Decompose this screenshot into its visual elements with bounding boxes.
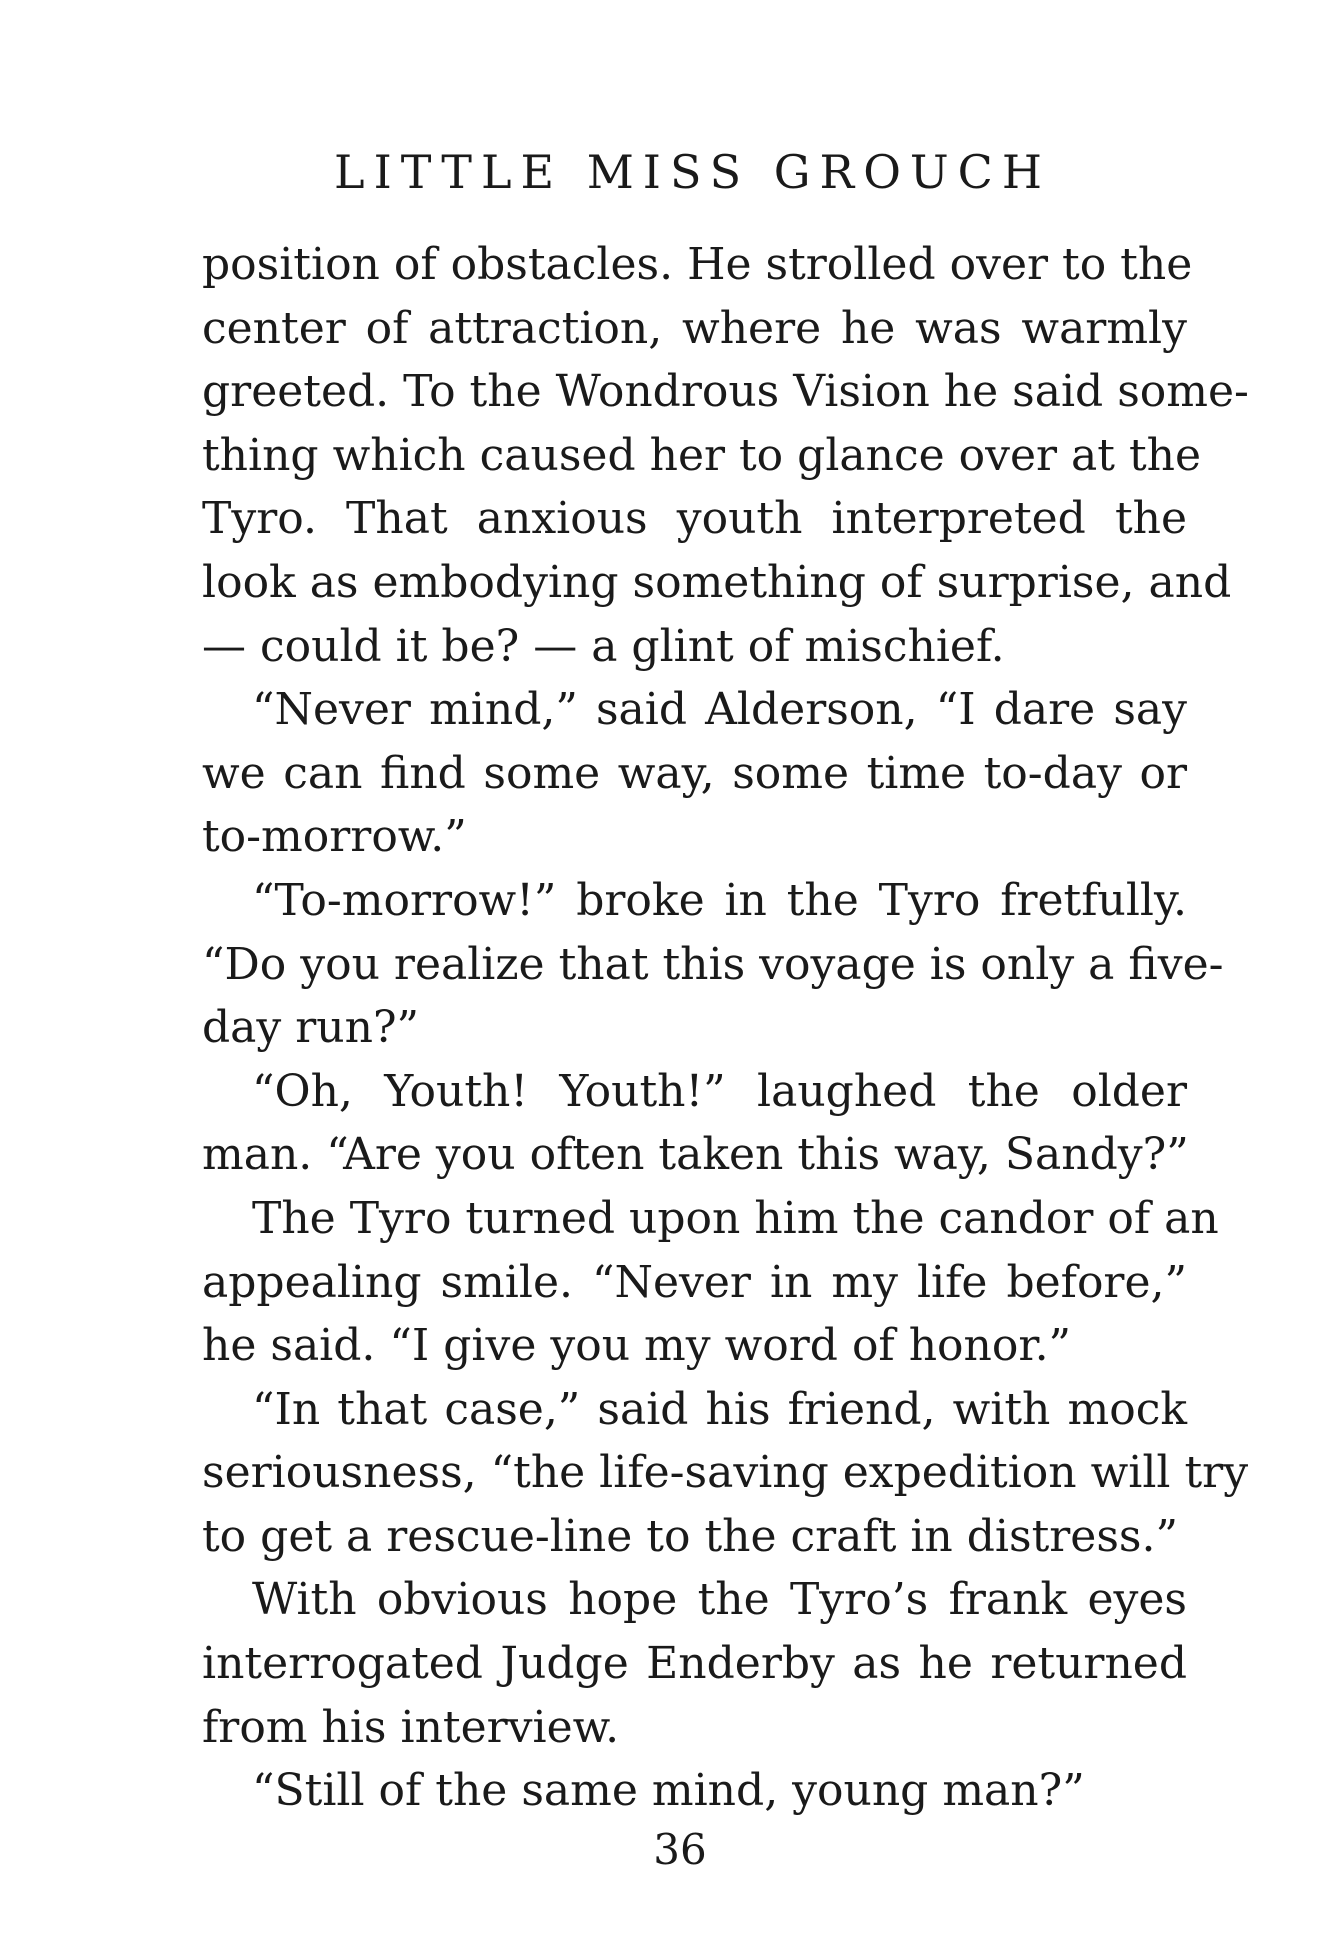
- text-line: to-morrow.”: [202, 811, 467, 863]
- text-line: “Still of the same mind, young man?”: [252, 1765, 1085, 1817]
- running-head: LITTLE MISS GROUCH: [334, 145, 1051, 199]
- text-line: look as embodying something of surprise, and: [202, 556, 1232, 608]
- text-line: “In that case,” said his friend, with mock: [252, 1383, 1187, 1435]
- text-line: center of attraction, where he was warmly: [202, 302, 1187, 354]
- text-line: — could it be? — a glint of mischief.: [202, 620, 1005, 672]
- page-number: 36: [653, 1825, 707, 1874]
- text-line: greeted. To the Wondrous Vision he said some-: [202, 366, 1249, 418]
- text-line: “Do you realize that this voyage is only a five-: [202, 938, 1224, 990]
- text-line: day run?”: [202, 1002, 420, 1054]
- text-line: Tyro. That anxious youth interpreted the: [202, 493, 1187, 545]
- text-line: seriousness, “the life-saving expedition will try: [202, 1447, 1249, 1499]
- text-line: position of obstacles. He strolled over to the: [202, 239, 1193, 290]
- text-line: man. “Are you often taken this way, Sandy?”: [202, 1129, 1189, 1181]
- text-line: thing which caused her to glance over at the: [202, 429, 1202, 481]
- body-text: [202, 233, 1249, 1823]
- text-line: from his interview.: [202, 1701, 620, 1753]
- text-line: The Tyro turned upon him the candor of an: [252, 1192, 1219, 1244]
- text-line: to get a rescue-line to the craft in distress.”: [202, 1510, 1178, 1562]
- text-line: he said. “I give you my word of honor.”: [202, 1320, 1072, 1372]
- text-line: “Oh, Youth! Youth!” laughed the older: [252, 1065, 1187, 1117]
- text-line: interrogated Judge Enderby as he returned: [202, 1638, 1187, 1690]
- text-line: “Never mind,” said Alderson, “I dare say: [252, 684, 1187, 736]
- text-line: appealing smile. “Never in my life before,”: [202, 1256, 1187, 1308]
- text-line: “To-morrow!” broke in the Tyro fretfully.: [252, 874, 1187, 926]
- text-line: With obvious hope the Tyro’s frank eyes: [252, 1574, 1187, 1626]
- text-line: we can find some way, some time to-day or: [202, 747, 1187, 799]
